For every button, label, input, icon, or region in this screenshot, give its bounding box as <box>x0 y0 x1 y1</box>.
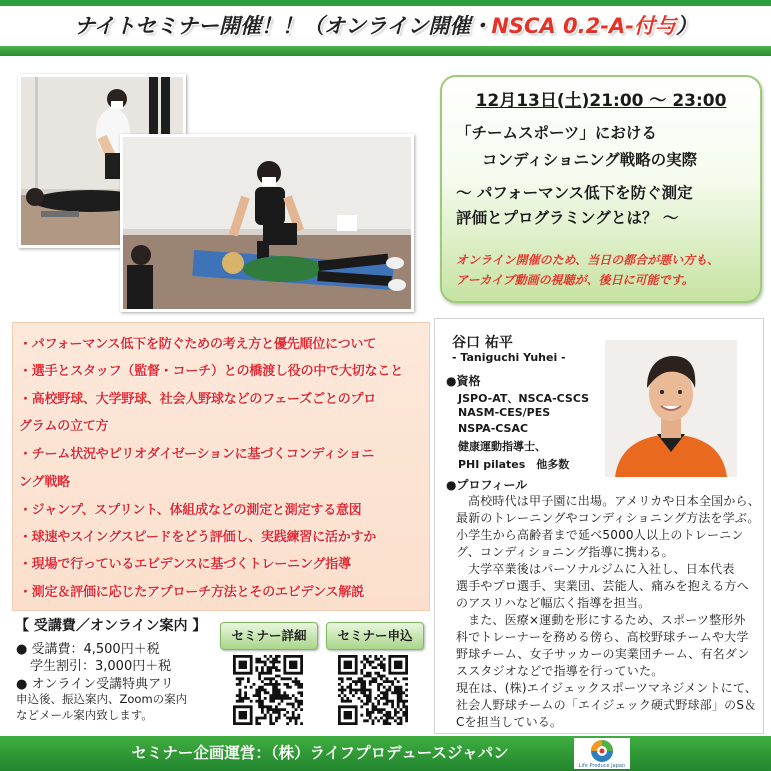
archive-note-line-1: オンライン開催のため、当日の都合が悪い方も、 <box>456 253 720 267</box>
topic-item: ・高校野球、大学野球、社会人野球などのフェーズごとのプロ <box>19 392 377 407</box>
top-stripe <box>0 0 771 6</box>
fee-regular: ● 受講費：4,500円＋税 <box>16 642 160 657</box>
qr-code-apply <box>338 655 408 725</box>
topic-item-continuation: ング戦略 <box>19 475 70 490</box>
archive-note-line-2: アーカイブ動画の視聴が、後日に可能です。 <box>456 273 694 287</box>
title-end: ） <box>675 14 697 38</box>
profile-text-line: また、医療×運動を形にするため、スポーツ整形外 <box>468 613 746 627</box>
profile-text-line: 最新のトレーニングやコンディショニング方法を学ぶ。 <box>456 511 760 525</box>
company-logo <box>574 738 630 769</box>
instructor-photo <box>605 340 737 477</box>
profile-text-line: 社会人野球チームの「エイジェック硬式野球部」のS＆ <box>456 698 757 712</box>
event-title-line-2: コンディショニング戦略の実際 <box>482 151 698 169</box>
topic-item: ・現場で行っているエビデンスに基づくトレーニング指導 <box>19 557 351 572</box>
profile-text-line: ススタジオなどで指導を行っていた。 <box>456 664 664 678</box>
instructor-name-roman: - Taniguchi Yuhei - <box>452 351 566 364</box>
topic-item: ・チーム状況やピリオダイゼーションに基づくコンディショニ <box>19 447 375 462</box>
fees-heading: 【 受講費／オンライン案内 】 <box>15 618 207 634</box>
topics-list <box>12 322 430 611</box>
event-subtitle-line-1: ～ パフォーマンス低下を防ぐ測定 <box>456 184 693 202</box>
profile-text-line: グ、コンディショニング指導に携わる。 <box>456 545 674 559</box>
title-main: ナイトセミナー開催！！（オンライン開催・ <box>74 14 492 38</box>
topic-item: ・パフォーマンス低下を防ぐための考え方と優先順位について <box>19 337 377 352</box>
topic-item: ・ジャンプ、スプリント、体組成などの測定と測定する意図 <box>19 503 362 518</box>
qualifications-heading: ●資格 <box>446 374 481 388</box>
event-subtitle-line-2: 評価とプログラミングとは？ ～ <box>456 209 679 227</box>
training-photo-2 <box>120 134 414 312</box>
header-band <box>0 46 771 56</box>
event-title-line-1: 「チームスポーツ」における <box>456 124 657 142</box>
seminar-apply-button[interactable]: セミナー申込 <box>326 622 424 650</box>
event-info-box <box>440 75 762 303</box>
qualification-item: 健康運動指導士、 <box>458 440 546 453</box>
profile-text-line: 大学卒業後はパーソナルジムに入社し、日本代表 <box>468 562 735 576</box>
logo-lettering: Life Produce Japan <box>578 763 626 769</box>
instructor-name: 谷口 祐平 <box>452 335 513 351</box>
profile-text-line: のアスリハなど幅広く指導を担当。 <box>456 596 651 610</box>
qualification-item: PHI pilates 他多数 <box>458 458 570 471</box>
qualification-item: NSPA-CSAC <box>458 422 529 435</box>
qualification-item: JSPO-AT、NSCA-CSCS <box>458 392 590 405</box>
footer-bar <box>0 736 771 771</box>
title-accent: NSCA 0.2-A-付与 <box>491 14 676 38</box>
organizer-text: セミナー企画運営：（株）ライフプロデュースジャパン <box>131 744 509 762</box>
profile-text-line: 野球チーム、女子サッカーの実業団チーム、有名ダン <box>456 647 750 661</box>
profile-text-line: 高校時代は甲子園に出場。アメリカや日本全国から、 <box>468 494 760 508</box>
profile-text-line: 小学生から高齢者まで延べ5000人以上のトレーニン <box>456 528 744 542</box>
profile-heading: ●プロフィール <box>446 478 528 492</box>
profile-text-line: Cを担当している。 <box>456 715 563 729</box>
qr-code-details <box>233 655 303 725</box>
apply-note-line-1: 申込後、振込案内、Zoomの案内 <box>16 692 188 706</box>
topic-item-continuation: グラムの立て方 <box>19 419 109 434</box>
page-title <box>0 8 771 44</box>
profile-text-line: 選手やプロ選手、実業団、芸能人、痛みを抱える方へ <box>456 579 749 593</box>
topic-item: ・測定＆評価に応じたアプローチ方法とそのエビデンス解説 <box>19 585 364 600</box>
event-datetime: 12月13日(土)21:00 ～ 23:00 <box>475 91 727 111</box>
online-perk: ● オンライン受講特典アリ <box>16 677 174 692</box>
profile-text-line: 科でトレーナーを務める傍ら、高校野球チームや大学 <box>456 630 749 644</box>
apply-note-line-2: などメール案内致します。 <box>16 708 153 722</box>
profile-text-line: 現在は、(株)エイジェックスポーツマネジメントにて、 <box>456 681 758 695</box>
topic-item: ・選手とスタッフ（監督・コーチ）との橋渡し役の中で大切なこと <box>19 364 404 379</box>
qr-pattern <box>233 655 303 725</box>
qualification-item: NASM-CES/PES <box>458 406 551 419</box>
fee-student: 学生割引：3,000円＋税 <box>30 659 172 674</box>
qr-pattern <box>338 655 408 725</box>
topic-item: ・球速やスイングスピードをどう評価し、実践練習に活かすか <box>19 530 377 545</box>
seminar-details-button[interactable]: セミナー詳細 <box>220 622 318 650</box>
